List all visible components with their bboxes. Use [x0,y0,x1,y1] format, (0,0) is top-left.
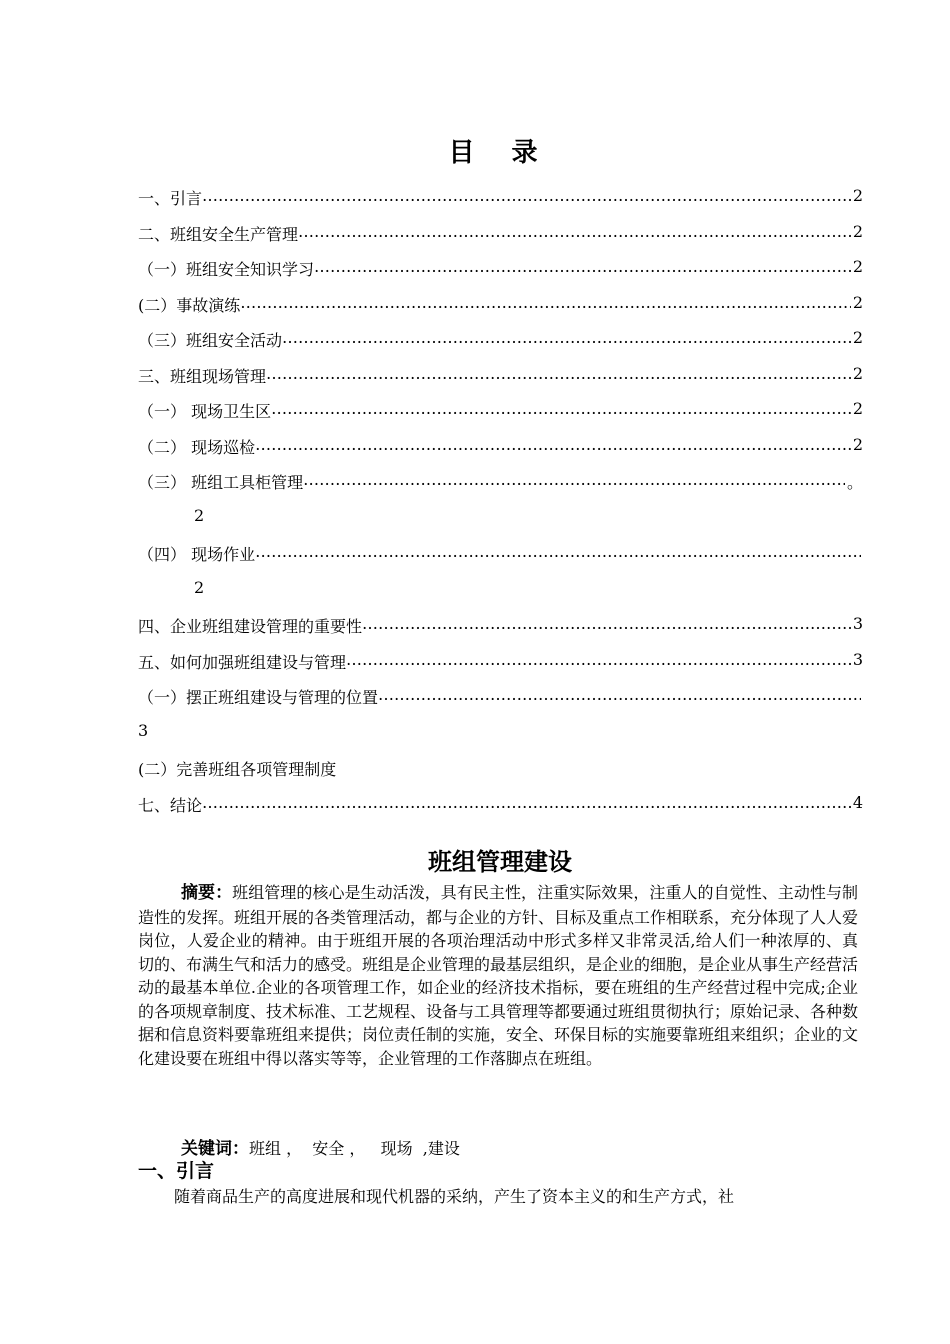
toc-entry[interactable] [138,685,863,721]
table-of-contents [138,186,863,828]
toc-entry[interactable] [138,293,863,329]
toc-leader [298,222,851,241]
toc-leader [240,293,851,312]
toc-entry[interactable] [138,399,863,435]
toc-entry-page: 2 [852,221,863,241]
toc-entry-page: 2 [852,292,863,312]
toc-entry[interactable] [138,650,863,686]
toc-leader [271,399,851,418]
section-heading: 一、引言 [138,1160,215,1182]
toc-leader [362,614,851,633]
toc-entry-label: （一）摆正班组建设与管理的位置 [138,688,379,707]
toc-leader [255,542,861,561]
toc-entry-page: 2 [852,186,863,205]
toc-entry-page: 2 [852,434,863,454]
toc-entry-label: 五、如何加强班组建设与管理 [138,652,347,672]
toc-entry-label: （三） 班组工具柜管理 [138,473,304,492]
abstract-label: 摘要： [181,883,233,903]
toc-entry-page: 2 [852,399,863,418]
keywords-label: 关键词： [181,1139,249,1159]
toc-entry-page-continued: 3 [138,721,149,740]
toc-entry-label: (二）事故演练 [138,295,241,315]
abstract-paragraph [138,881,858,1070]
toc-entry-label: 三、班组现场管理 [138,366,267,386]
toc-entry-label: （一） 现场卫生区 [138,402,272,421]
toc-entry-label: （二） 现场巡检 [138,437,256,457]
document-title: 班组管理建设 [428,848,572,876]
toc-leader [266,364,851,383]
toc-entry[interactable] [138,542,863,578]
toc-entry[interactable] [138,328,863,364]
toc-entry-label: （一）班组安全知识学习 [138,260,315,279]
toc-entry-page-continued: 2 [194,506,205,525]
toc-entry-label: 一、引言 [138,189,203,208]
toc-leader [255,435,851,454]
toc-entry-label: （四） 现场作业 [138,545,256,564]
toc-entry-page: 2 [852,328,863,347]
toc-entry-page: 。 [846,473,863,492]
toc-entry-label: 七、结论 [138,795,203,815]
toc-entry[interactable] [138,364,863,400]
toc-entry[interactable] [138,470,863,506]
toc-leader [282,328,851,347]
toc-leader [303,470,845,489]
toc-entry[interactable] [138,757,863,793]
keywords-line [181,1134,460,1159]
abstract-text: 班组管理的核心是生动活泼，具有民主性，注重实际效果，注重人的自觉性、主动性与制造性的发挥。班组开展的各类管理活动，都与企业的方针、目标及重点工作相联系，充分体现了人人爱岗位，人爱企业的精神。由于班组开展的各项治理活动中形式多样又非常灵活,给人们一种浓厚的、真切的、布满生气和活力的感受。班组是企业管理的最基层组织，是企业的细胞，是企业从事生产经营活动的最基本单位.企业的各项管理工作，如企业的经济技术指标，要在班组的生产经营过程中完成;企业的各项规章制度、技术标准、工艺规程、设备与工具管理等都要通过班组贯彻执行；原始记录、各种数据和信息资料要靠班组来提供；岗位责任制的实施，安全、环保目标的实施要靠班组来组织；企业的文化建设要在班组中得以落实等等，企业管理的工作落脚点在班组。 [138,883,859,1068]
toc-entry-page: 3 [852,649,863,669]
keywords-text: 班组 ， 安全 ， 现场 ,建设 [249,1139,460,1158]
toc-entry-label: 四、企业班组建设管理的重要性 [138,617,363,636]
toc-title: 目 录 [448,138,552,168]
toc-entry-page: 3 [852,614,863,633]
toc-leader [202,793,851,812]
toc-entry[interactable] [138,435,863,471]
toc-entry-label: 二、班组安全生产管理 [138,224,299,244]
toc-entry[interactable] [138,222,863,258]
toc-entry[interactable] [138,186,863,222]
toc-entry-page: 4 [852,792,863,812]
toc-entry[interactable] [138,793,863,829]
toc-leader [202,186,851,205]
toc-entry[interactable] [138,614,863,650]
toc-leader [314,257,851,276]
toc-entry-page-continued: 2 [194,578,205,597]
toc-entry[interactable] [138,257,863,293]
toc-entry-page: 2 [852,257,863,276]
toc-entry-label: (二）完善班组各项管理制度 [138,760,337,779]
toc-leader [346,650,851,669]
toc-entry-label: （三）班组安全活动 [138,331,283,350]
toc-leader [378,685,861,704]
body-paragraph: 随着商品生产的高度进展和现代机器的采纳，产生了资本主义的和生产方式，社 [174,1187,735,1206]
toc-entry-page: 2 [852,363,863,383]
